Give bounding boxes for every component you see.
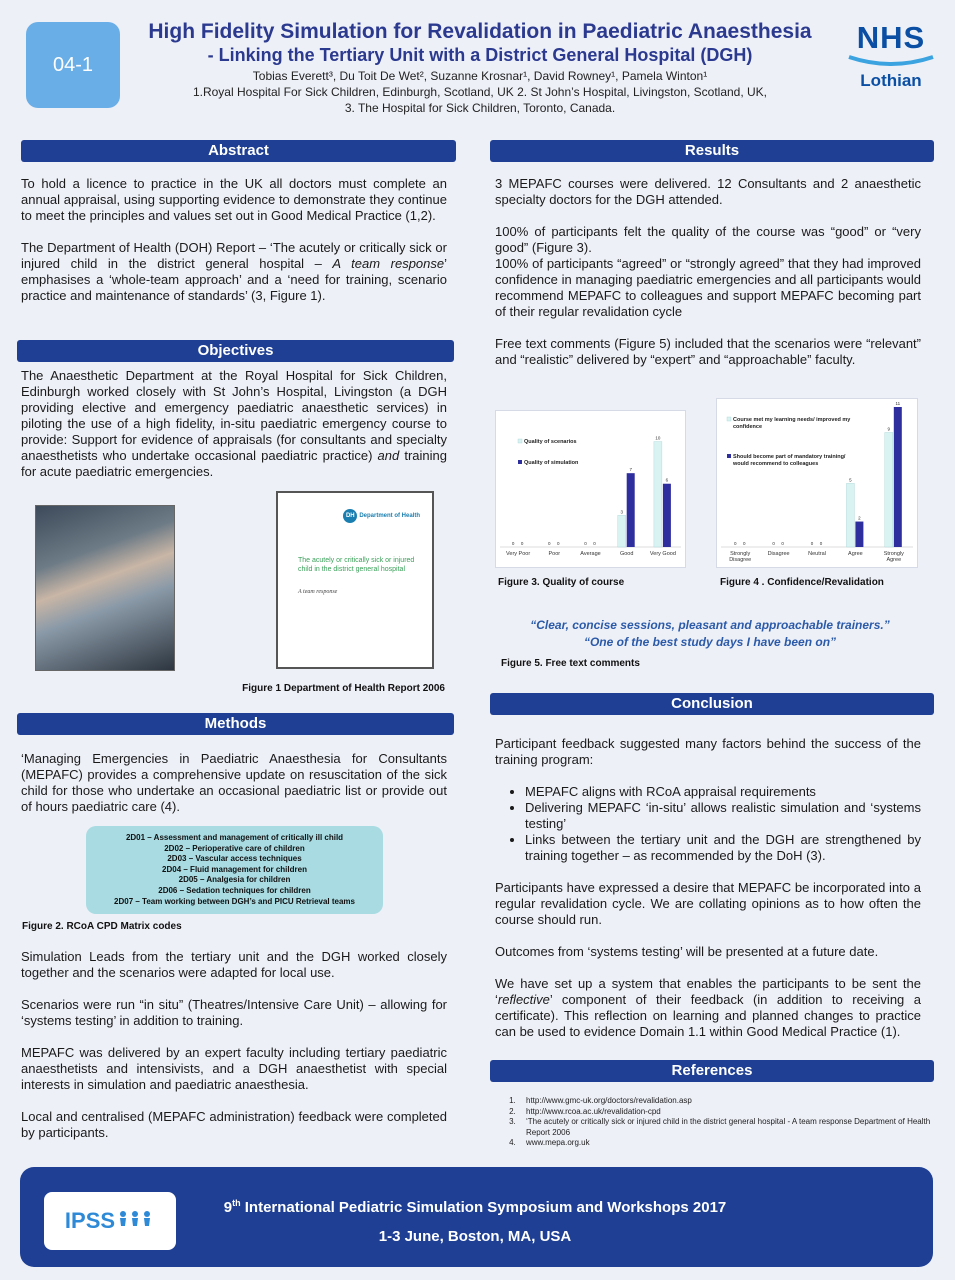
bar (663, 484, 671, 547)
footer-line-1 (190, 1198, 760, 1216)
methods-p3: Scenarios were run “in situ” (Theatres/Intensive Care Unit) – allowing for ‘systems testing’ in addition to training. (21, 997, 447, 1028)
data-label: 6 (665, 477, 669, 483)
reference-item: 2. http://www.rcoa.ac.uk/revalidation-cpd (518, 1107, 938, 1118)
data-label: 0 (584, 541, 587, 546)
data-label: 0 (781, 541, 784, 546)
results-p4: Free text comments (Figure 5) included that the scenarios were “relevant” and “realistic” delivered by “expert” and “approachable” faculty. (495, 336, 921, 367)
data-label: 0 (733, 541, 737, 546)
figure4-chart-svg (717, 399, 917, 567)
children-figures-icon (117, 1209, 155, 1233)
list-item: • Delivering MEPAFC ‘in-situ’ allows realistic simulation and ‘systems testing’ (525, 800, 921, 832)
x-tick-label: Disagree (767, 551, 790, 557)
conclusion-heading: Conclusion (490, 693, 934, 715)
abstract-body (21, 176, 447, 320)
figure3-chart-svg (496, 411, 685, 567)
x-tick-label: Very Poor (506, 551, 531, 557)
objectives-p1-em: and (377, 448, 400, 463)
legend-swatch (518, 460, 522, 464)
authors: Tobias Everett³, Du Toit De Wet², Suzanne Krosnar¹, David Rowney¹, Pamela Winton¹ (252, 69, 708, 83)
legend-swatch (727, 417, 731, 421)
dh-cover-sub: A team response (298, 589, 338, 595)
x-tick-label: Agree (886, 557, 902, 563)
footer-ordinal: 9 (223, 1199, 233, 1216)
nhs-lothian-logo (843, 22, 939, 90)
data-label: 0 (593, 541, 596, 546)
quote-2: “One of the best study days I have been on” (583, 635, 837, 649)
data-label: 7 (629, 467, 632, 473)
results-heading: Results (490, 140, 934, 162)
data-label: 11 (895, 401, 901, 406)
affiliations-1: 1.Royal Hospital For Sick Children, Edinburgh, Scotland, UK 2. St John’s Hospital, Livingston, Scotland, UK, (192, 85, 768, 99)
conclusion-p4-a: We have set up a system that enables the participants to be sent the ‘ (495, 976, 921, 1007)
data-label: 5 (849, 477, 852, 483)
objectives-p1-a: The Anaesthetic Department at the Royal Hospital for Sick Children, Edinburgh worked closely with St John’s Hospital, Livingston (a DGH providing elective and emergency paediatric anaesthetic services) in piloting the use of a high fidelity, in-situ paediatric emergency course to provide: Support for evidence of appraisals (for consultants and specialty anaesthetists who undertake occasional paediatric practice) (21, 368, 447, 463)
bar (627, 473, 635, 547)
cpd-code: 2D01 – Assessment and management of critically ill child (125, 833, 344, 842)
data-label: 3 (620, 509, 623, 515)
poster-title-block (130, 20, 830, 116)
free-text-quotes (495, 617, 925, 651)
dh-report-cover (276, 491, 434, 669)
conclusion-p4-b: ’ component of their feedback (in addition to receiving a certificate). This reflection on learning and planned changes to practice can be used to evidence Domain 1.1 within Good Medical Practice (1). (495, 992, 921, 1039)
data-label: 0 (742, 541, 746, 546)
x-tick-label: Agree (848, 551, 863, 557)
footer-line-2: 1-3 June, Boston, MA, USA (378, 1228, 572, 1245)
figure2-caption: Figure 2. RCoA CPD Matrix codes (22, 921, 182, 932)
reference-item: 4. www.mepa.org.uk (518, 1138, 938, 1149)
poster-title: High Fidelity Simulation for Revalidation in Paediatric Anaesthesia (148, 20, 812, 43)
data-label: 2 (858, 515, 861, 521)
poster-id-badge (26, 22, 120, 108)
conclusion-bullets (525, 784, 921, 864)
conclusion-p3: Outcomes from ‘systems testing’ will be presented at a future date. (495, 944, 879, 959)
bar (654, 442, 662, 547)
dh-cover-title: The acutely or critically sick or injured child in the district general hospital (298, 557, 415, 573)
reference-item: 3. ‘The acutely or critically sick or injured child in the district general hospital - A team response Department of Health Report 2006 (518, 1117, 938, 1138)
dh-circle-icon: DH (343, 509, 357, 523)
figure5-caption: Figure 5. Free text comments (501, 658, 640, 669)
legend-label: Quality of simulation (524, 460, 579, 466)
conclusion-body (495, 736, 921, 1056)
results-p2: 100% of participants felt the quality of the course was “good” or “very good” (Figure 3). (495, 224, 921, 255)
abstract-p2 (21, 240, 447, 304)
data-label: 0 (819, 541, 823, 546)
cpd-code: 2D03 – Vascular access techniques (167, 854, 302, 864)
x-tick-label: Average (580, 551, 601, 557)
x-tick-label: Strongly (883, 551, 904, 557)
data-label: 0 (511, 541, 515, 546)
legend-swatch (518, 439, 522, 443)
cpd-code: 2D07 – Team working between DGH’s and PICU Retrieval teams (114, 896, 355, 906)
results-body (495, 176, 921, 384)
abstract-p2-a: The Department of Health (DOH) Report – ‘The acutely or critically sick or injured child in the district general hospital – (21, 240, 447, 271)
abstract-p1: To hold a licence to practice in the UK all doctors must complete an annual appraisal, using supporting evidence to demonstrate they continue to meet the principles and values set out in Good Medical Practice (1,2). (21, 176, 447, 223)
methods-heading: Methods (17, 713, 454, 735)
methods-p2: Simulation Leads from the tertiary unit and the DGH worked closely together and the scenarios were adapted for local use. (21, 949, 447, 980)
quote-1: “Clear, concise sessions, pleasant and approachable trainers.” (530, 618, 890, 632)
legend-swatch (727, 454, 731, 458)
reference-item: 1. http://www.gmc-uk.org/doctors/revalidation.asp (518, 1096, 938, 1107)
bar (855, 522, 863, 547)
cpd-code: 2D02 – Perioperative care of children (164, 843, 305, 853)
references-heading: References (490, 1060, 934, 1082)
bar (846, 483, 854, 547)
data-label: 10 (655, 435, 661, 441)
x-tick-label: Strongly (730, 551, 751, 557)
dh-logo-text: Department of Health (359, 513, 420, 519)
dh-logo (343, 509, 420, 523)
affiliations-2: 3. The Hospital for Sick Children, Toronto, Canada. (344, 101, 616, 115)
abstract-heading: Abstract (21, 140, 456, 162)
x-tick-label: Very Good (649, 551, 676, 557)
footer-event: International Pediatric Simulation Symposium and Workshops 2017 (240, 1199, 727, 1216)
data-label: 9 (887, 426, 891, 432)
conclusion-p4 (495, 976, 921, 1040)
data-label: 0 (520, 541, 524, 546)
data-label: 0 (772, 541, 775, 546)
results-p3: 100% of participants “agreed” or “strongly agreed” that they had improved confidence in managing paediatric emergencies and all participants would recommend MEPAFC to colleagues and support MEPAFC becoming part of their regular revalidation cycle (495, 256, 921, 319)
figure3-caption: Figure 3. Quality of course (498, 577, 625, 588)
data-label: 0 (810, 541, 814, 546)
references-list (518, 1096, 938, 1149)
conclusion-p2: Participants have expressed a desire that MEPAFC be incorporated into a regular revalidation cycle. We are collating opinions as to how often the course should run. (495, 880, 921, 927)
poster-subtitle: - Linking the Tertiary Unit with a District General Hospital (DGH) (207, 45, 753, 65)
objectives-p1 (21, 368, 447, 480)
simulation-photo (35, 505, 175, 671)
lothian-logo-text: Lothian (860, 71, 922, 90)
results-p1: 3 MEPAFC courses were delivered. 12 Consultants and 2 anaesthetic specialty doctors for the DGH attended. (495, 176, 921, 207)
methods-p1: ‘Managing Emergencies in Paediatric Anaesthesia for Consultants (MEPAFC) provides a comprehensive update on resuscitation of the sick child for those who undertake an occasional paediatric list or provide out of hours paediatric care (4). (21, 751, 447, 814)
cpd-code: 2D06 – Sedation techniques for children (158, 885, 311, 895)
legend-label: Should become part of mandatory training/ (733, 454, 846, 460)
list-item: • Links between the tertiary unit and the DGH are strengthened by training together – as recommended by the DoH (3). (525, 832, 921, 864)
conclusion-p1: Participant feedback suggested many factors behind the success of the training program: (495, 736, 921, 767)
x-tick-label: Disagree (729, 557, 752, 563)
legend-label: Quality of scenarios (524, 439, 577, 445)
x-tick-label: Poor (548, 551, 561, 557)
data-label: 0 (557, 541, 560, 546)
cpd-code: 2D05 – Analgesia for children (178, 875, 291, 885)
x-tick-label: Neutral (808, 551, 826, 557)
methods-p5: Local and centralised (MEPAFC administration) feedback were completed by participants. (21, 1109, 447, 1140)
legend-label: Course met my learning needs/ improved my (733, 417, 851, 423)
objectives-body (21, 368, 447, 496)
figure4-chart (716, 398, 918, 568)
objectives-p1-b: training for acute paediatric emergencies. (21, 448, 447, 479)
legend-label: would recommend to colleagues (733, 461, 819, 467)
data-label: 0 (548, 541, 551, 546)
logo-swoosh-icon (847, 55, 935, 67)
legend-label: confidence (733, 424, 763, 430)
list-item: • MEPAFC aligns with RCoA appraisal requirements (525, 784, 921, 800)
methods-body (21, 949, 447, 1157)
methods-p4: MEPAFC was delivered by an expert faculty including tertiary paediatric anaesthetists and intensivists, and a DGH anaesthetist with special interests in simulation and paediatric anaesthesia. (21, 1045, 447, 1092)
bar (885, 432, 893, 547)
cpd-matrix-box (86, 826, 383, 914)
objectives-heading: Objectives (17, 340, 454, 362)
footer-ordinal-sup: th (232, 1198, 241, 1208)
figure1-caption: Figure 1 Department of Health Report 2006 (242, 683, 445, 694)
bar (894, 407, 902, 547)
abstract-p2-em: A team response (332, 256, 445, 271)
ipss-logo (44, 1192, 176, 1250)
nhs-logo-text: NHS (856, 20, 926, 55)
figure3-chart (495, 410, 686, 568)
figure4-caption: Figure 4 . Confidence/Revalidation (720, 577, 884, 588)
ipss-logo-text: IPSS (64, 1208, 116, 1233)
x-tick-label: Good (619, 551, 634, 557)
abstract-p2-b: ’ emphasises a ‘whole-team approach’ and a ‘need for training, scenario practice and maintenance of standards’ (3, Figure 1). (21, 256, 448, 303)
conclusion-p4-em: reflective (497, 992, 550, 1007)
bar (618, 515, 626, 547)
poster-id: 04-1 (52, 53, 94, 76)
cpd-code: 2D04 – Fluid management for children (162, 864, 307, 874)
